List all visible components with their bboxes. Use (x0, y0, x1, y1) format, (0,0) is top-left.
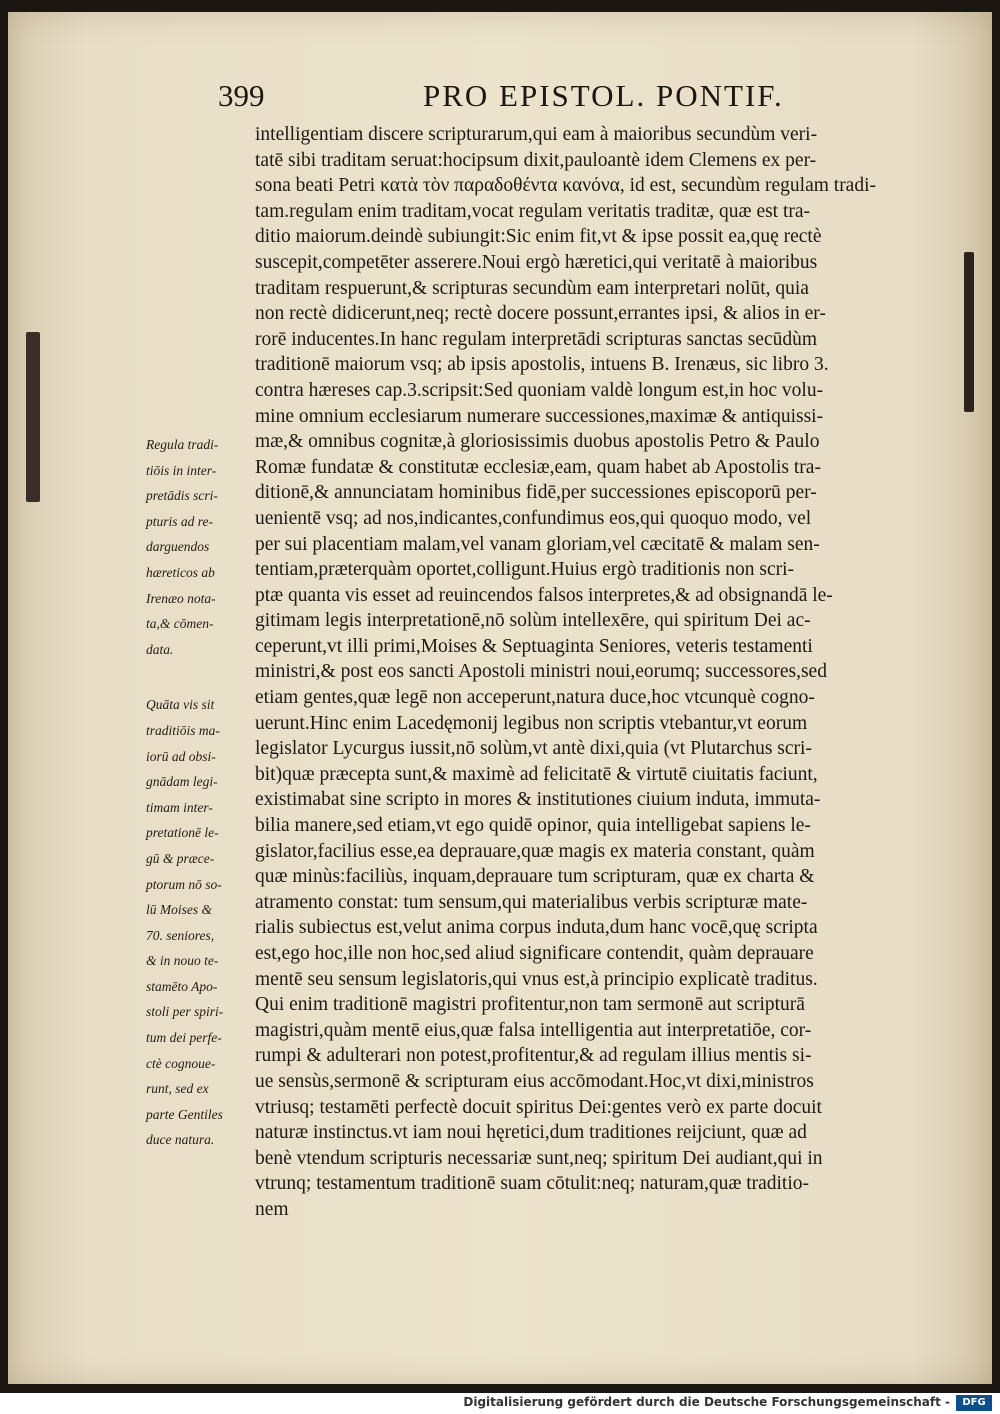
body-line: tatē sibi traditam seruat:hocipsum dixit,pauloantè idem Clemens ex per- (255, 149, 817, 171)
body-line: ministri,& post eos sancti Apostoli ministri noui,eorumq; successores,sed (255, 661, 827, 683)
marginal-note-line: pturis ad re- (146, 513, 213, 529)
body-line: traditam respuerunt,& scripturas secundùm eam interpretari nolūt, quia (255, 277, 809, 299)
marginal-note-line: data. (146, 641, 174, 657)
body-line: suscepit,competēter asserere.Noui ergò hæretici,qui veritatē à maioribus (255, 251, 818, 273)
marginal-note-line: gū & præce- (146, 850, 215, 866)
body-line: etiam gentes,quæ legē non acceperunt,natura duce,hoc vtcunquè cogno- (255, 687, 815, 709)
body-line: gitimam legis interpretationē,nō solùm intellexēre, qui spiritum Dei ac- (255, 610, 811, 632)
body-line: nem (255, 1198, 289, 1220)
marginalia (146, 432, 264, 1153)
body-line: tentiam,præterquàm oportet,colligunt.Huius ergò traditionis non scri- (255, 559, 795, 581)
body-line: uerunt.Hinc enim Lacedęmonij legibus non scriptis vtebantur,vt eorum (255, 712, 808, 734)
marginal-note-line: ta,& cōmen- (146, 616, 214, 632)
body-line: ptæ quanta vis esset ad reuincendos falsos interpretes,& ad obsignandā le- (255, 584, 833, 606)
marginal-note-line: gnādam legi- (146, 774, 218, 790)
marginal-note-line: tum dei perfe- (146, 1030, 222, 1046)
footer-credit: Digitalisierung gefördert durch die Deutsche Forschungsgemeinschaft - (463, 1395, 950, 1409)
marginal-note-line: iorū ad obsi- (146, 748, 216, 764)
body-line: magistri,quàm mentē eius,quæ falsa intelligentia aut interpretatiōe, cor- (255, 1019, 812, 1041)
body-line: rumpi & adulterari non potest,profitentur,& ad regulam illius mentis si- (255, 1045, 812, 1067)
body-line: intelligentiam discere scripturarum,qui eam à maioribus secundùm veri- (255, 124, 818, 145)
body-line: rorē inducentes.In hanc regulam interpretādi scripturas sanctas secūdùm (255, 328, 818, 350)
body-line: contra hæreses cap.3.scripsit:Sed quoniam valdè longum est,in hoc volu- (255, 379, 824, 401)
body-line: mentē seu sensum legislatoris,qui vnus est,à principio explicatè traditus. (255, 968, 818, 990)
marginal-note-line: stamēto Apo- (146, 978, 218, 994)
running-head (218, 78, 958, 118)
marginal-note-line: ptorum nō so- (146, 876, 222, 892)
body-line: ditio maiorum.deindè subiungit:Sic enim fit,vt & ipse possit ea,quę rectè (255, 226, 822, 248)
marginal-note-line: parte Gentiles (146, 1106, 223, 1122)
body-line: ue sensùs,sermonē & scripturam eius accōmodant.Hoc,vt dixi,ministros (255, 1070, 814, 1092)
page-title: PRO EPISTOL. PONTIF. (423, 78, 784, 113)
marginal-note-line: hæreticos ab (146, 564, 215, 580)
marginal-note-line: Regula tradi- (146, 437, 219, 452)
marginal-note-line: timam inter- (146, 799, 213, 815)
body-line: ceperunt,vt illi primi,Moises & Septuaginta Seniores, veteris testamenti (255, 635, 813, 657)
marginal-note-line: ctè cognoue- (146, 1055, 216, 1071)
footer (0, 1393, 1000, 1414)
body-line: uenientē vsq; ad nos,indicantes,confundimus eos,qui quoquo modo, vel (255, 507, 812, 529)
body-line: non rectè didicerunt,neq; rectè docere possunt,errantes ipsi, & alios in er- (255, 303, 826, 325)
marginal-note (146, 692, 264, 1153)
marginal-note-line: darguendos (146, 539, 210, 555)
marginal-note-line: stoli per spiri- (146, 1004, 224, 1020)
body-line: bit)quæ præcepta sunt,& maximè ad felicitatē & virtutē ciuitatis faciunt, (255, 763, 818, 785)
body-line: Romæ fundatæ & constitutæ ecclesiæ,eam, quam habet ab Apostolis tra- (255, 456, 821, 478)
marginal-note (146, 432, 264, 662)
body-line: benè vtendum scripturis necessariæ sunt,neq; spiritum Dei audiant,qui in (255, 1147, 823, 1169)
body-line: sona beati Petri κατὰ τὸν παραδοθέντα κανόνα, id est, secundùm regulam tradi- (255, 175, 877, 197)
body-line: existimabat sine scripto in mores & institutiones ciuium induta, immuta- (255, 789, 821, 811)
body-line: bilia manere,sed etiam,vt ego quidē opinor, quia intelligebat sapiens le- (255, 815, 811, 837)
marginal-note-line: pretādis scri- (146, 488, 218, 504)
body-line: rialis subiectus est,velut anima corpus induta,dum hanc vocē,quę scripta (255, 917, 818, 939)
body-text (255, 122, 990, 1223)
marginal-note-line: runt, sed ex (146, 1081, 209, 1097)
body-line: gislator,facilius esse,ea deprauare,quæ magis ex materia constant, quàm (255, 840, 815, 862)
page-number: 399 (218, 78, 265, 113)
body-line: legislator Lycurgus iussit,nō solùm,vt antè dixi,quia (vt Plutarchus scri- (255, 738, 812, 760)
body-line: vtriusq; testamēti perfectè docuit spiritus Dei:gentes verò ex parte docuit (255, 1096, 822, 1118)
dfg-logo: DFG (956, 1395, 992, 1411)
marginal-note-line: & in nouo te- (146, 953, 219, 969)
marginal-note-line: traditiōis ma- (146, 722, 220, 738)
marginal-note-line: lū Moises & (146, 902, 212, 918)
body-line: est,ego hoc,ille non hoc,sed aliud significare contendit, quàm deprauare (255, 943, 814, 964)
marginal-note-line: 70. seniores, (146, 927, 215, 943)
body-line: atramento constat: tum sensum,qui materialibus verbis scripturæ mate- (255, 891, 808, 913)
marginal-note-line: pretationē le- (146, 825, 219, 841)
scan-clip-left (26, 332, 40, 502)
body-line: tam.regulam enim traditam,vocat regulam veritatis traditæ, quæ est tra- (255, 200, 811, 222)
body-line: traditionē maiorum vsq; ab ipsis apostolis, intuens B. Irenæus, sic libro 3. (255, 354, 829, 376)
marginal-note-line: Quāta vis sit (146, 697, 215, 713)
body-line: per sui placentiam malam,vel vanam gloriam,vel cæcitatē & malam sen- (255, 533, 820, 555)
body-line: mæ,& omnibus cognitæ,à gloriosissimis duobus apostolis Petro & Paulo (255, 431, 820, 453)
body-line: quæ minùs:faciliùs, inquam,deprauare tum scripturam, quæ ex charta & (255, 866, 815, 888)
marginal-note-line: Irenæo nota- (146, 590, 216, 606)
body-line: naturæ instinctus.vt iam noui hęretici,dum traditiones reijciunt, quæ ad (255, 1122, 807, 1144)
marginal-note-line: duce natura. (146, 1132, 215, 1148)
marginal-note-line: tiōis in inter- (146, 462, 217, 478)
body-line: vtrunq; testamentum traditionē suam cōtulit:neq; naturam,quæ traditio- (255, 1173, 810, 1195)
body-line: Qui enim traditionē magistri profitentur,non tam sermonē aut scripturā (255, 994, 805, 1016)
body-line: mine omnium ecclesiarum numerare successiones,maximæ & antiquissi- (255, 405, 824, 427)
body-line: ditionē,& annunciatam hominibus fidē,per successiones episcoporū per- (255, 482, 817, 504)
